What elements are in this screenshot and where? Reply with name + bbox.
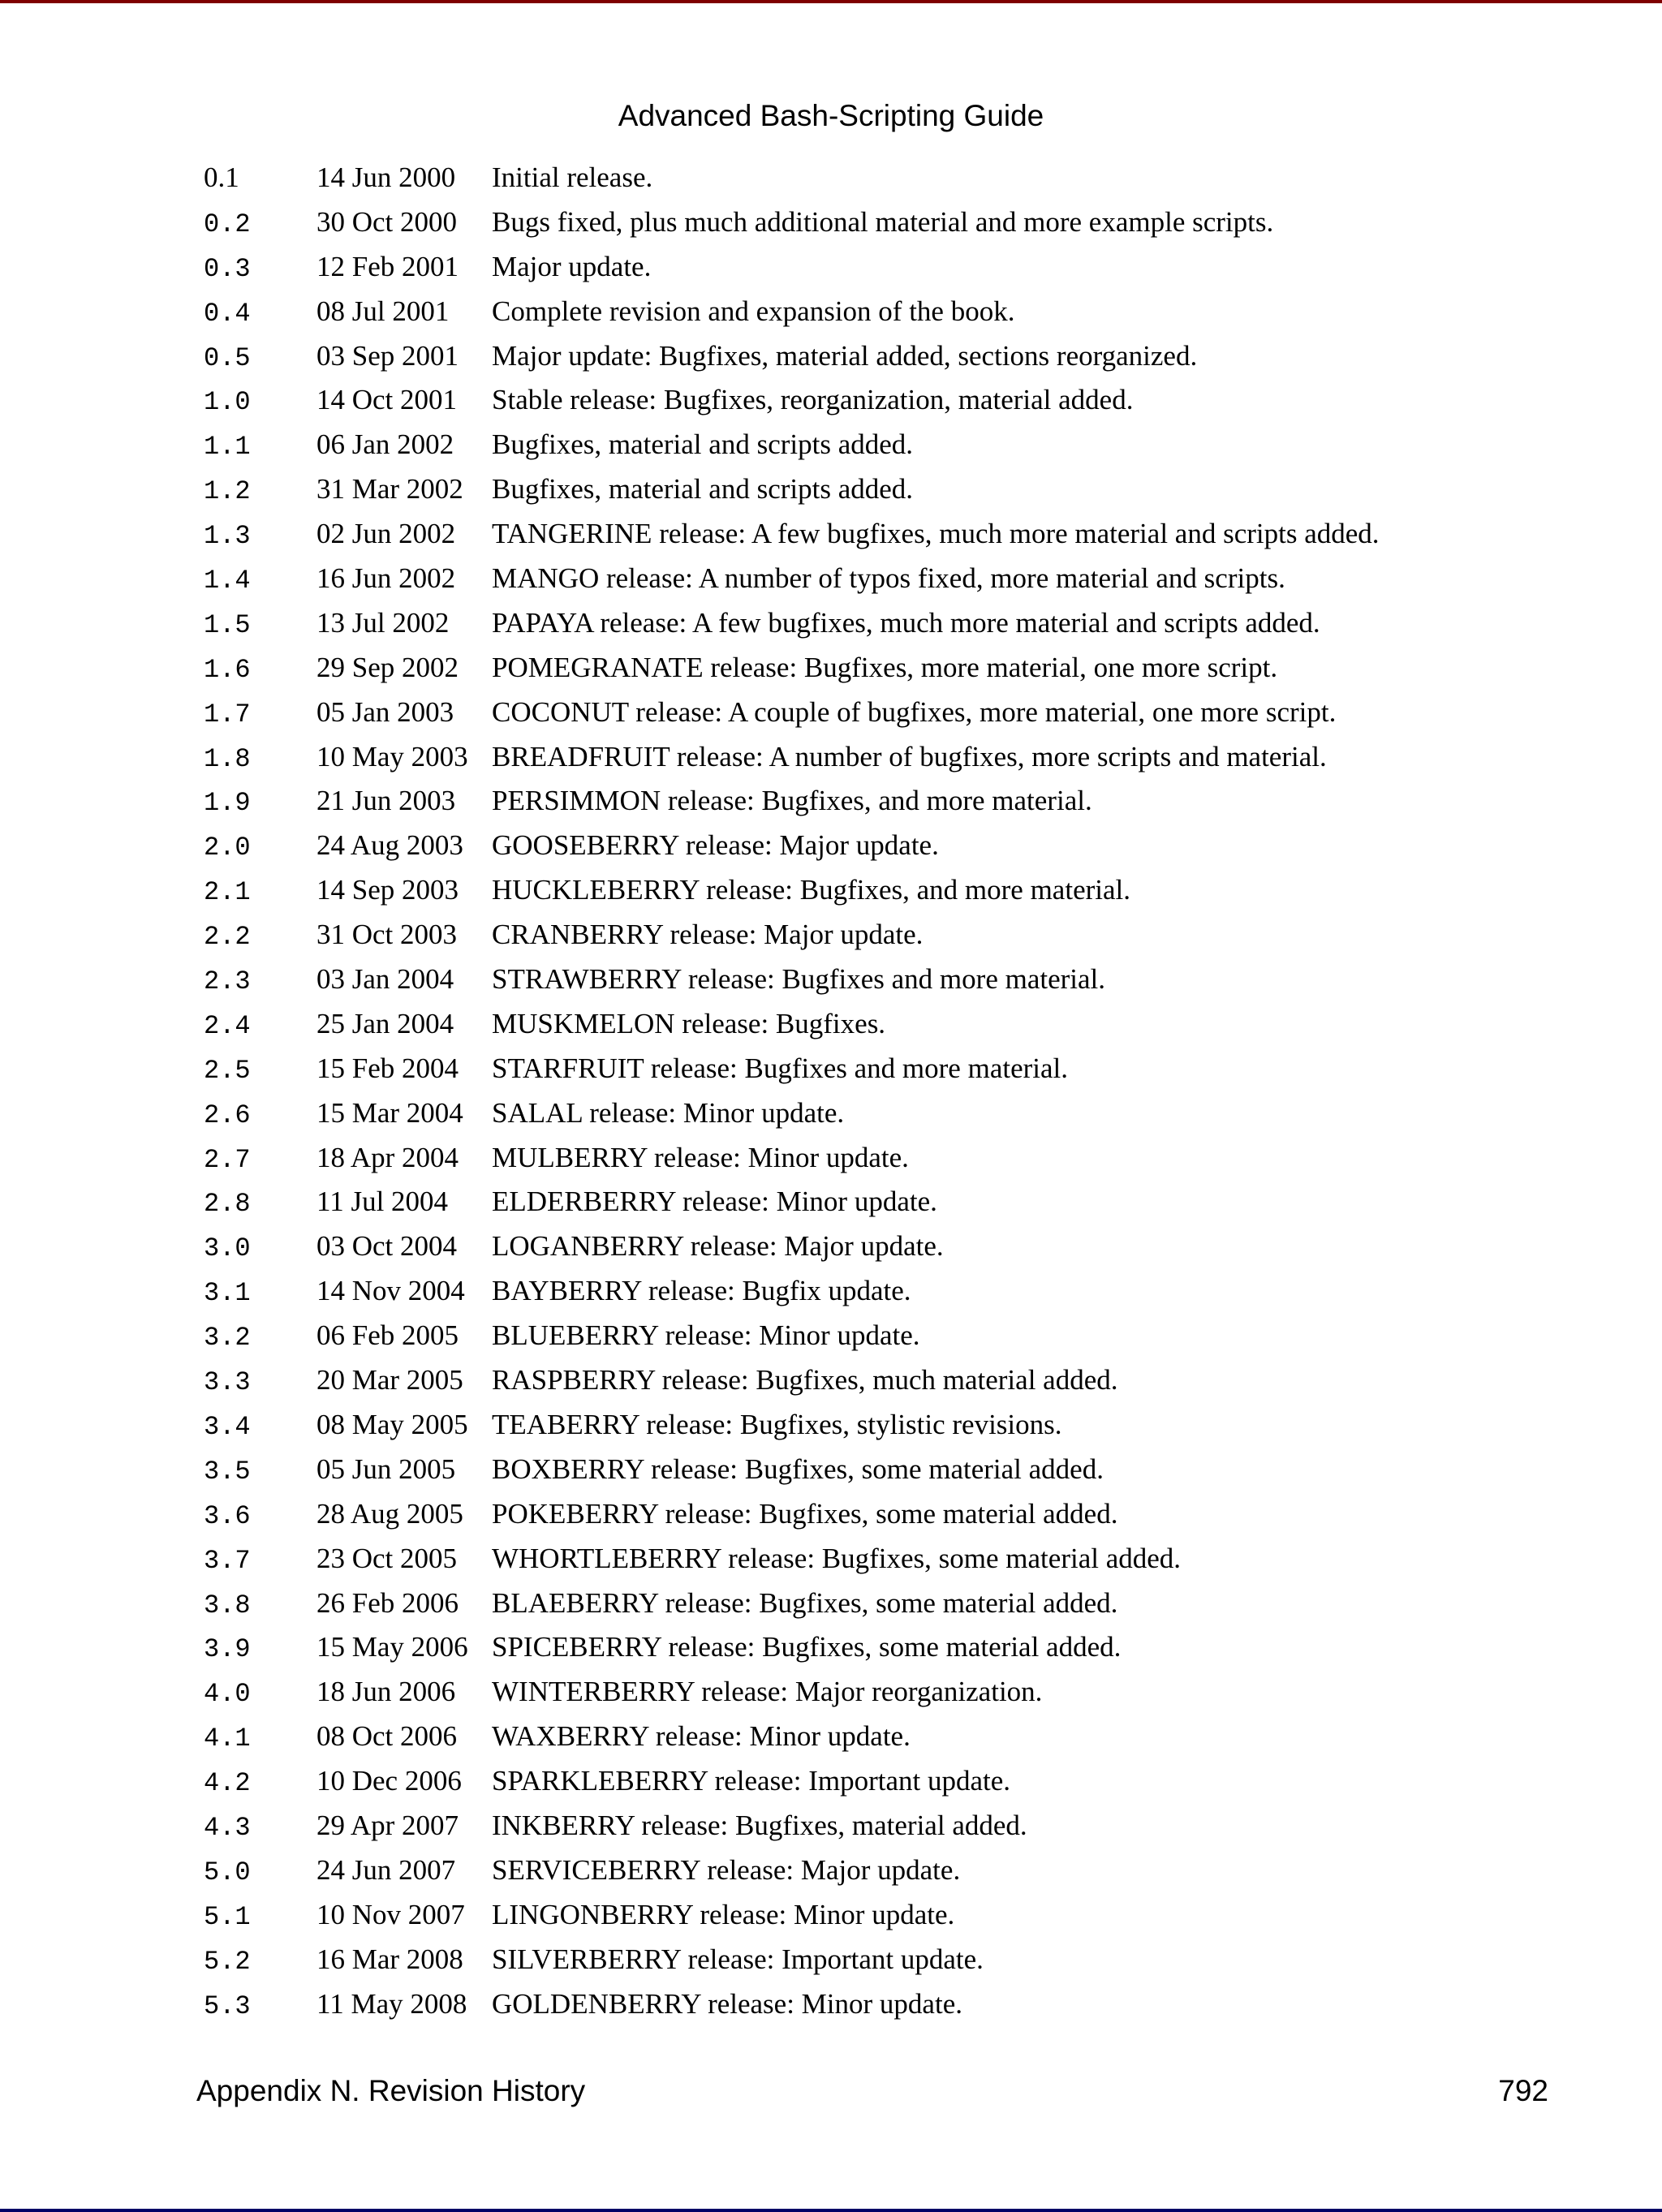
- revision-date: 15 May 2006: [316, 1631, 468, 1663]
- revision-description: SPICEBERRY release: Bugfixes, some material added.: [492, 1631, 1122, 1663]
- revision-row: [204, 1224, 1551, 1269]
- revision-date: 13 Jul 2002: [316, 606, 450, 639]
- revision-description: BOXBERRY release: Bugfixes, some material added.: [492, 1452, 1104, 1485]
- revision-date: 16 Mar 2008: [316, 1943, 463, 1975]
- revision-version: 1.4: [204, 566, 251, 596]
- revision-description: Bugfixes, material and scripts added.: [492, 473, 914, 506]
- revision-date: 02 Jun 2002: [316, 518, 456, 550]
- revision-version: 3.0: [204, 1233, 251, 1264]
- revision-version: 1.5: [204, 609, 251, 640]
- revision-description: WINTERBERRY release: Major reorganization.: [492, 1676, 1043, 1708]
- revision-row: [204, 557, 1551, 601]
- page-footer: [196, 2074, 1548, 2108]
- revision-version: 1.3: [204, 521, 251, 552]
- revision-row: [204, 1047, 1551, 1091]
- page-title: Advanced Bash-Scripting Guide: [618, 99, 1044, 132]
- revision-description: PAPAYA release: A few bugfixes, much more material and scripts added.: [492, 606, 1320, 639]
- revision-row: [204, 824, 1551, 868]
- revision-version: 2.3: [204, 966, 251, 997]
- revision-version: 3.4: [204, 1411, 251, 1442]
- revision-version: 4.1: [204, 1724, 251, 1754]
- revision-date: 14 Nov 2004: [316, 1275, 465, 1307]
- revision-description: Complete revision and expansion of the book.: [492, 295, 1015, 327]
- revision-version: 1.9: [204, 788, 251, 819]
- revision-version: 3.7: [204, 1545, 251, 1576]
- revision-date: 23 Oct 2005: [316, 1542, 458, 1574]
- revision-version: 2.5: [204, 1055, 251, 1086]
- revision-date: 03 Sep 2001: [316, 339, 459, 372]
- revision-row: [204, 1938, 1551, 1982]
- revision-row: [204, 1091, 1551, 1136]
- revision-history-table: [204, 156, 1551, 2026]
- revision-description: SALAL release: Minor update.: [492, 1096, 845, 1129]
- revision-version: 0.4: [204, 298, 251, 329]
- revision-row: [204, 334, 1551, 379]
- revision-version: 0.3: [204, 253, 251, 284]
- revision-date: 21 Jun 2003: [316, 785, 456, 817]
- revision-description: POMEGRANATE release: Bugfixes, more material, one more script.: [492, 651, 1278, 683]
- revision-date: 05 Jun 2005: [316, 1452, 456, 1485]
- revision-row: [204, 200, 1551, 245]
- revision-date: 11 May 2008: [316, 1987, 467, 2020]
- revision-description: BAYBERRY release: Bugfix update.: [492, 1275, 911, 1307]
- revision-row: [204, 1403, 1551, 1448]
- revision-date: 12 Feb 2001: [316, 250, 459, 282]
- revision-description: BREADFRUIT release: A number of bugfixes, more scripts and material.: [492, 740, 1327, 772]
- revision-date: 08 Jul 2001: [316, 295, 450, 327]
- revision-description: RASPBERRY release: Bugfixes, much material added.: [492, 1364, 1118, 1396]
- revision-date: 31 Oct 2003: [316, 919, 458, 951]
- revision-description: GOLDENBERRY release: Minor update.: [492, 1987, 962, 2020]
- revision-row: [204, 1848, 1551, 1893]
- revision-date: 28 Aug 2005: [316, 1497, 463, 1530]
- revision-row: [204, 691, 1551, 735]
- revision-date: 08 Oct 2006: [316, 1720, 458, 1753]
- revision-version: 4.2: [204, 1768, 251, 1799]
- revision-description: TEABERRY release: Bugfixes, stylistic revisions.: [492, 1408, 1062, 1440]
- revision-description: TANGERINE release: A few bugfixes, much more material and scripts added.: [492, 518, 1380, 550]
- revision-row: [204, 1002, 1551, 1047]
- revision-row: [204, 1625, 1551, 1670]
- page-edge-top: [0, 0, 1662, 3]
- revision-row: [204, 1358, 1551, 1403]
- revision-description: WAXBERRY release: Minor update.: [492, 1720, 911, 1753]
- revision-description: SERVICEBERRY release: Major update.: [492, 1853, 961, 1886]
- revision-row: [204, 601, 1551, 646]
- revision-row: [204, 1893, 1551, 1938]
- revision-date: 06 Feb 2005: [316, 1319, 459, 1352]
- revision-date: 18 Jun 2006: [316, 1676, 456, 1708]
- revision-description: Major update: Bugfixes, material added, sections reorganized.: [492, 339, 1198, 372]
- revision-date: 03 Jan 2004: [316, 963, 454, 996]
- revision-row: [204, 290, 1551, 334]
- revision-row: [204, 1537, 1551, 1582]
- revision-version: 3.5: [204, 1456, 251, 1487]
- revision-description: BLAEBERRY release: Bugfixes, some material added.: [492, 1586, 1118, 1619]
- revision-date: 14 Jun 2000: [316, 161, 456, 193]
- revision-date: 30 Oct 2000: [316, 205, 458, 238]
- revision-description: MUSKMELON release: Bugfixes.: [492, 1007, 886, 1039]
- revision-description: CRANBERRY release: Major update.: [492, 919, 924, 951]
- revision-date: 26 Feb 2006: [316, 1586, 459, 1619]
- revision-version: 1.7: [204, 699, 251, 729]
- revision-description: ELDERBERRY release: Minor update.: [492, 1186, 937, 1218]
- revision-row: [204, 779, 1551, 824]
- revision-version: 1.0: [204, 387, 251, 418]
- revision-date: 29 Sep 2002: [316, 651, 459, 683]
- revision-date: 03 Oct 2004: [316, 1230, 458, 1263]
- revision-version: 5.2: [204, 1946, 251, 1977]
- page-edge-bottom: [0, 2209, 1662, 2212]
- revision-row: [204, 868, 1551, 913]
- revision-version: 0.2: [204, 209, 251, 239]
- revision-description: Bugs fixed, plus much additional material and more example scripts.: [492, 205, 1274, 238]
- revision-description: Bugfixes, material and scripts added.: [492, 428, 914, 461]
- revision-description: POKEBERRY release: Bugfixes, some material added.: [492, 1497, 1118, 1530]
- revision-row: [204, 1759, 1551, 1804]
- revision-date: 10 May 2003: [316, 740, 468, 772]
- revision-row: [204, 467, 1551, 512]
- revision-date: 16 Jun 2002: [316, 562, 456, 595]
- revision-row: [204, 1314, 1551, 1358]
- revision-version: 0.5: [204, 342, 251, 373]
- revision-date: 08 May 2005: [316, 1408, 468, 1440]
- revision-row: [204, 913, 1551, 958]
- revision-row: [204, 1136, 1551, 1181]
- revision-version: 1.6: [204, 654, 251, 685]
- revision-date: 14 Oct 2001: [316, 384, 458, 416]
- revision-row: [204, 958, 1551, 1002]
- revision-description: WHORTLEBERRY release: Bugfixes, some material added.: [492, 1542, 1182, 1574]
- revision-row: [204, 378, 1551, 423]
- revision-row: [204, 512, 1551, 557]
- revision-date: 06 Jan 2002: [316, 428, 454, 461]
- footer-page-number: 792: [1498, 2074, 1548, 2107]
- revision-date: 10 Dec 2006: [316, 1765, 462, 1797]
- revision-description: SILVERBERRY release: Important update.: [492, 1943, 984, 1975]
- revision-version: 3.9: [204, 1634, 251, 1665]
- revision-version: 2.0: [204, 833, 251, 863]
- revision-version: 2.6: [204, 1100, 251, 1130]
- revision-description: LINGONBERRY release: Minor update.: [492, 1898, 955, 1930]
- revision-description: Initial release.: [492, 161, 653, 193]
- revision-row: [204, 1982, 1551, 2027]
- revision-row: [204, 245, 1551, 290]
- revision-row: [204, 1492, 1551, 1537]
- revision-date: 24 Jun 2007: [316, 1853, 456, 1886]
- revision-version: 3.8: [204, 1590, 251, 1620]
- revision-description: Major update.: [492, 250, 652, 282]
- revision-date: 10 Nov 2007: [316, 1898, 465, 1930]
- revision-version: 4.0: [204, 1679, 251, 1710]
- revision-version: 2.2: [204, 922, 251, 953]
- revision-row: [204, 1269, 1551, 1314]
- revision-description: STRAWBERRY release: Bugfixes and more material.: [492, 963, 1106, 996]
- revision-row: [204, 1804, 1551, 1848]
- revision-row: [204, 156, 1551, 200]
- revision-date: 15 Mar 2004: [316, 1096, 463, 1129]
- revision-version: 1.8: [204, 743, 251, 774]
- revision-description: HUCKLEBERRY release: Bugfixes, and more material.: [492, 874, 1130, 906]
- revision-description: PERSIMMON release: Bugfixes, and more material.: [492, 785, 1092, 817]
- revision-row: [204, 1180, 1551, 1224]
- revision-version: 5.0: [204, 1857, 251, 1887]
- revision-version: 3.1: [204, 1278, 251, 1309]
- revision-date: 29 Apr 2007: [316, 1809, 459, 1841]
- revision-version: 1.2: [204, 476, 251, 507]
- revision-version: 2.7: [204, 1144, 251, 1175]
- revision-version: 5.1: [204, 1901, 251, 1932]
- revision-description: INKBERRY release: Bugfixes, material added.: [492, 1809, 1027, 1841]
- revision-date: 31 Mar 2002: [316, 473, 463, 506]
- revision-date: 05 Jan 2003: [316, 695, 454, 728]
- revision-version: 4.3: [204, 1812, 251, 1843]
- revision-date: 14 Sep 2003: [316, 874, 459, 906]
- revision-version: 5.3: [204, 1990, 251, 2021]
- revision-version: 3.2: [204, 1323, 251, 1353]
- revision-version: 1.1: [204, 432, 251, 463]
- revision-description: SPARKLEBERRY release: Important update.: [492, 1765, 1011, 1797]
- revision-version: 0.1: [204, 161, 239, 193]
- revision-description: MANGO release: A number of typos fixed, more material and scripts.: [492, 562, 1285, 595]
- revision-description: STARFRUIT release: Bugfixes and more material.: [492, 1052, 1068, 1084]
- revision-version: 2.4: [204, 1010, 251, 1041]
- revision-date: 20 Mar 2005: [316, 1364, 463, 1396]
- revision-version: 2.8: [204, 1189, 251, 1220]
- revision-date: 25 Jan 2004: [316, 1007, 454, 1039]
- revision-version: 3.3: [204, 1367, 251, 1398]
- revision-date: 24 Aug 2003: [316, 829, 463, 862]
- revision-date: 11 Jul 2004: [316, 1186, 449, 1218]
- revision-row: [204, 735, 1551, 780]
- revision-row: [204, 1448, 1551, 1492]
- revision-date: 18 Apr 2004: [316, 1141, 459, 1173]
- revision-description: BLUEBERRY release: Minor update.: [492, 1319, 920, 1352]
- revision-date: 15 Feb 2004: [316, 1052, 459, 1084]
- revision-row: [204, 1582, 1551, 1626]
- revision-version: 2.1: [204, 877, 251, 908]
- revision-row: [204, 1715, 1551, 1759]
- revision-description: Stable release: Bugfixes, reorganization, material added.: [492, 384, 1134, 416]
- revision-description: LOGANBERRY release: Major update.: [492, 1230, 944, 1263]
- revision-row: [204, 1670, 1551, 1715]
- footer-appendix-label: Appendix N. Revision History: [196, 2074, 586, 2107]
- revision-description: COCONUT release: A couple of bugfixes, more material, one more script.: [492, 695, 1337, 728]
- revision-description: GOOSEBERRY release: Major update.: [492, 829, 939, 862]
- revision-description: MULBERRY release: Minor update.: [492, 1141, 909, 1173]
- revision-row: [204, 423, 1551, 467]
- revision-row: [204, 646, 1551, 691]
- revision-version: 3.6: [204, 1500, 251, 1531]
